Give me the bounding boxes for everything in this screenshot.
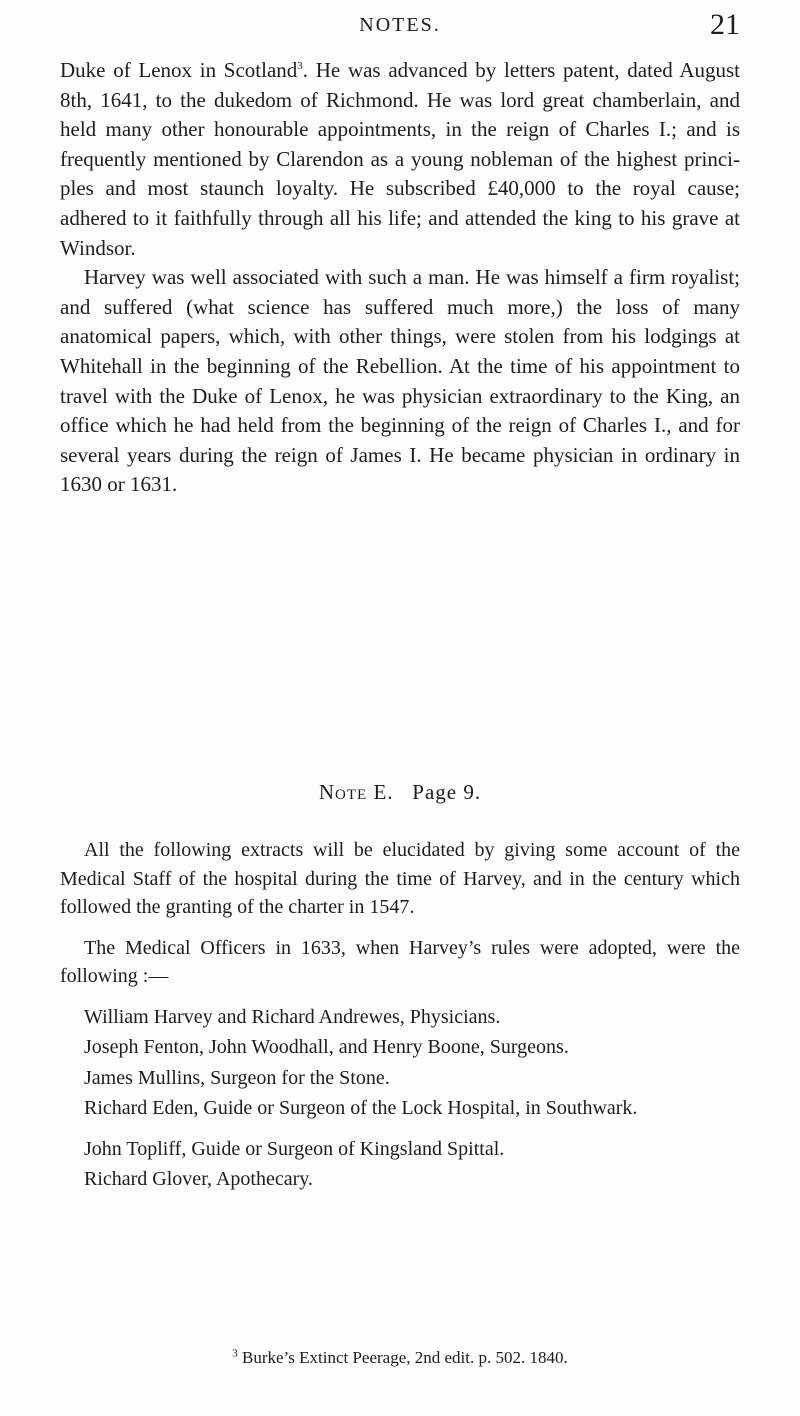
officer-entry: Richard Eden, Guide or Surgeon of the Lock Hospital, in Southwark. (84, 1097, 638, 1119)
page-number: 21 (710, 8, 740, 41)
paragraph-harvey-royalist: Harvey was well associated with such a man. He was himself a firm royalist; and suffered (what science has suffered much more,) the loss of many anatomical papers, which, with other things, were stolen from his lodgings at Whitehall in the beginning of the Rebellion. At the time of his appointment to travel with the Duke of Lenox, he was physician extraordinary to the King, an office which he had held from the beginning of the reign of Charles I., and for several years during the reign of James I. He became physician in ordinary in 1630 or 1631. (60, 265, 740, 497)
officer-entry: Richard Glover, Apothecary. (84, 1168, 313, 1190)
note-paragraph-officers-intro: The Medical Officers in 1633, when Harvey’s rules were adopted, were the following :— (60, 936, 740, 987)
note-heading (0, 780, 800, 805)
paragraph-1-start: Duke of Lenox in Scotland (60, 58, 298, 82)
footnote-text: Burke’s Extinct Peerage, 2nd edit. p. 502. 1840. (237, 1348, 568, 1367)
paragraph-duke-of-lenox (60, 56, 740, 263)
header-title: NOTES. (359, 14, 441, 36)
note-paragraph-medical-staff: All the following extracts will be elucidated by giving some account of the Medical Staff of the hospital during the time of Harvey, and in the century which followed the granting of the charter in 1547. (60, 839, 740, 918)
note-page-ref: Page 9. (412, 780, 482, 804)
note-label: Note E. (318, 780, 394, 804)
running-header (60, 8, 740, 44)
officer-entry: Joseph Fenton, John Woodhall, and Henry Boone, Surgeons. (84, 1036, 569, 1058)
officer-entry: James Mullins, Surgeon for the Stone. (84, 1066, 390, 1089)
note-body (60, 836, 740, 1194)
main-text (60, 56, 740, 500)
footnote (0, 1348, 800, 1368)
footnote-marker: 3 (232, 1347, 238, 1360)
footnote-reference: 3 (297, 60, 303, 72)
paragraph-1-rest: . He was advanced by letters patent, dated August 8th, 1641, to the dukedom of Richmond. He was lord great chamberlain, and held many other honourable appointments, in the reign of Charles I.; and is frequently mentioned by Clarendon as a young nobleman of the highest principles and most staunch loyalty. He subscribed £40,000 to the royal cause; adhered to it faithfully through all his life; and attended the king to his grave at Windsor. (60, 58, 741, 260)
officer-entry: William Harvey and Richard Andrewes, Physicians. (84, 1005, 501, 1028)
officer-entry: John Topliff, Guide or Surgeon of Kingsland Spittal. (84, 1137, 505, 1160)
